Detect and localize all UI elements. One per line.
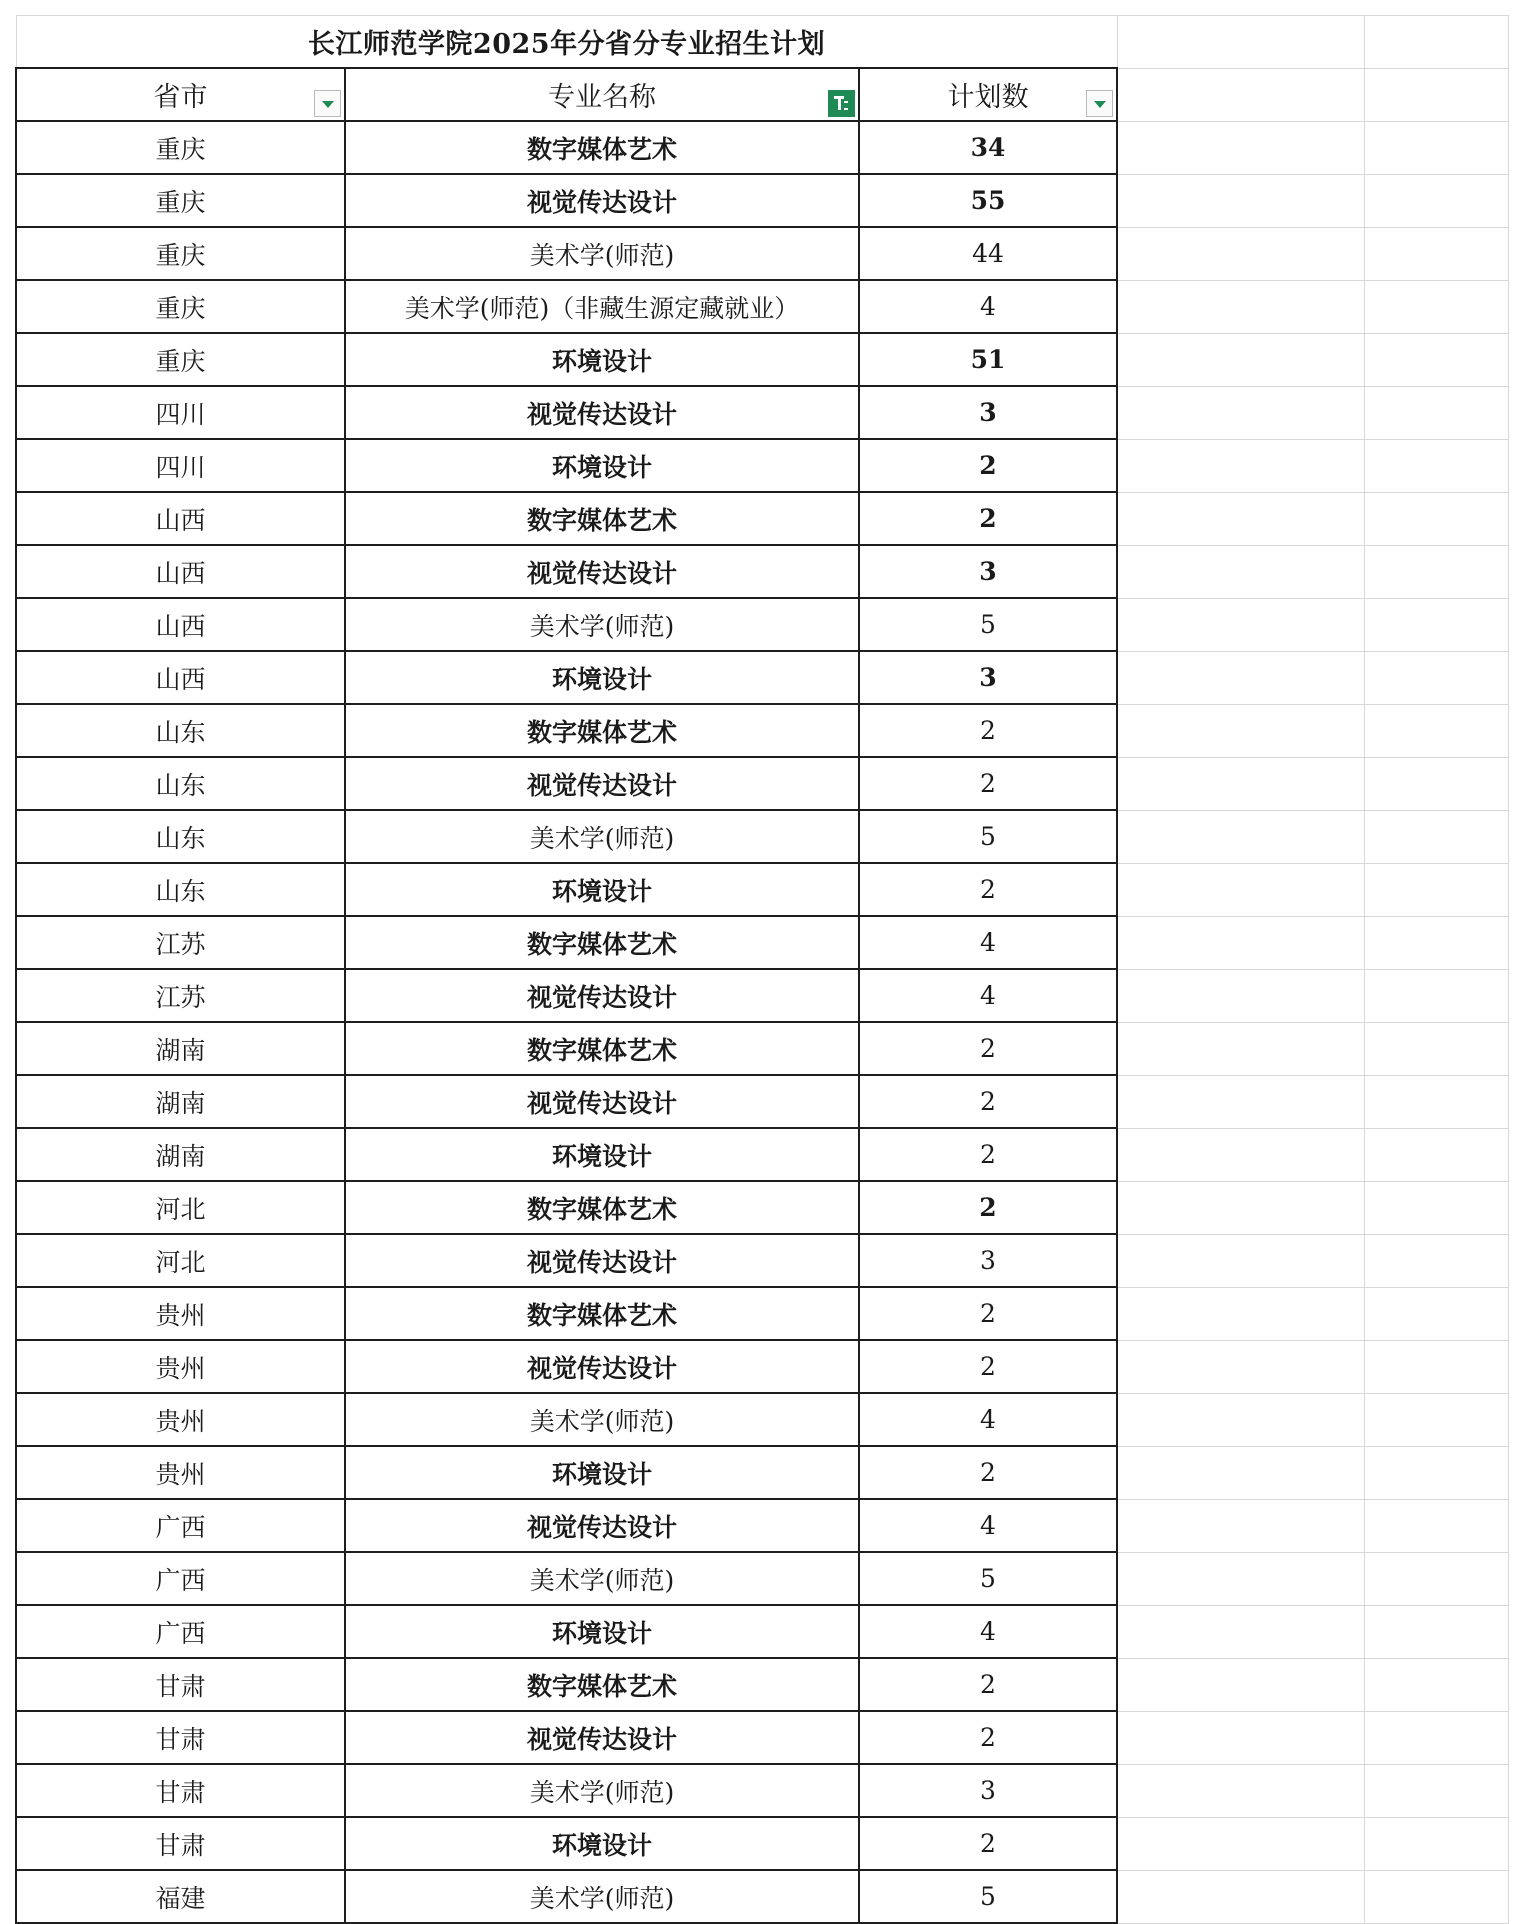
empty-cell[interactable] xyxy=(1365,121,1509,174)
province-cell[interactable]: 贵州 xyxy=(16,1393,345,1446)
filter-active-icon[interactable] xyxy=(828,90,855,117)
count-cell[interactable]: 44 xyxy=(859,227,1117,280)
table-row xyxy=(16,1340,1509,1393)
empty-cell[interactable] xyxy=(1365,1446,1509,1499)
province-cell[interactable]: 贵州 xyxy=(16,1446,345,1499)
province-cell[interactable]: 江苏 xyxy=(16,969,345,1022)
empty-cell[interactable] xyxy=(1365,598,1509,651)
empty-cell[interactable] xyxy=(1117,174,1365,227)
major-cell[interactable]: 美术学(师范) xyxy=(345,1393,859,1446)
empty-cell[interactable] xyxy=(1365,68,1509,121)
province-cell[interactable]: 山东 xyxy=(16,810,345,863)
count-cell[interactable]: 51 xyxy=(859,333,1117,386)
empty-cell[interactable] xyxy=(1117,439,1365,492)
table-row xyxy=(16,492,1509,545)
major-cell[interactable]: 视觉传达设计 xyxy=(345,1711,859,1764)
major-cell[interactable]: 环境设计 xyxy=(345,439,859,492)
empty-cell[interactable] xyxy=(1117,651,1365,704)
count-cell[interactable]: 2 xyxy=(859,704,1117,757)
empty-cell[interactable] xyxy=(1365,1022,1509,1075)
header-major-label: 专业名称 xyxy=(548,82,656,113)
count-cell[interactable]: 4 xyxy=(859,916,1117,969)
province-cell[interactable]: 四川 xyxy=(16,439,345,492)
major-cell[interactable]: 视觉传达设计 xyxy=(345,386,859,439)
filter-dropdown-icon[interactable] xyxy=(1086,90,1113,117)
empty-cell[interactable] xyxy=(1365,439,1509,492)
province-cell[interactable]: 重庆 xyxy=(16,121,345,174)
major-cell[interactable]: 数字媒体艺术 xyxy=(345,1022,859,1075)
empty-cell[interactable] xyxy=(1117,598,1365,651)
empty-cell[interactable] xyxy=(1117,68,1365,121)
province-cell[interactable]: 广西 xyxy=(16,1552,345,1605)
empty-cell[interactable] xyxy=(1117,333,1365,386)
count-cell[interactable]: 2 xyxy=(859,1658,1117,1711)
major-cell[interactable]: 美术学(师范) xyxy=(345,1870,859,1923)
table-row xyxy=(16,1393,1509,1446)
count-cell[interactable]: 3 xyxy=(859,545,1117,598)
empty-cell[interactable] xyxy=(1365,1552,1509,1605)
empty-cell[interactable] xyxy=(1365,16,1509,69)
major-cell[interactable]: 数字媒体艺术 xyxy=(345,121,859,174)
major-cell[interactable]: 美术学(师范) xyxy=(345,810,859,863)
empty-cell[interactable] xyxy=(1117,1128,1365,1181)
table-row xyxy=(16,386,1509,439)
table-row xyxy=(16,121,1509,174)
table-row xyxy=(16,651,1509,704)
empty-cell[interactable] xyxy=(1117,1340,1365,1393)
province-cell[interactable]: 福建 xyxy=(16,1870,345,1923)
province-cell[interactable]: 重庆 xyxy=(16,227,345,280)
empty-cell[interactable] xyxy=(1117,280,1365,333)
province-cell[interactable]: 河北 xyxy=(16,1181,345,1234)
empty-cell[interactable] xyxy=(1117,1711,1365,1764)
table-row xyxy=(16,1870,1509,1923)
empty-cell[interactable] xyxy=(1117,16,1365,69)
major-cell[interactable]: 美术学(师范) xyxy=(345,1552,859,1605)
major-cell[interactable]: 环境设计 xyxy=(345,1446,859,1499)
province-cell[interactable]: 山东 xyxy=(16,757,345,810)
count-cell[interactable]: 2 xyxy=(859,757,1117,810)
count-cell[interactable]: 3 xyxy=(859,386,1117,439)
major-cell[interactable]: 数字媒体艺术 xyxy=(345,492,859,545)
count-cell[interactable]: 2 xyxy=(859,1711,1117,1764)
header-count[interactable] xyxy=(859,68,1117,121)
province-cell[interactable]: 四川 xyxy=(16,386,345,439)
empty-cell[interactable] xyxy=(1365,1287,1509,1340)
empty-cell[interactable] xyxy=(1117,810,1365,863)
province-cell[interactable]: 贵州 xyxy=(16,1287,345,1340)
count-cell[interactable]: 4 xyxy=(859,1605,1117,1658)
empty-cell[interactable] xyxy=(1365,386,1509,439)
empty-cell[interactable] xyxy=(1117,1234,1365,1287)
table-row xyxy=(16,1499,1509,1552)
province-cell[interactable]: 湖南 xyxy=(16,1128,345,1181)
table-row xyxy=(16,1075,1509,1128)
province-cell[interactable]: 重庆 xyxy=(16,333,345,386)
table-row xyxy=(16,174,1509,227)
major-cell[interactable]: 数字媒体艺术 xyxy=(345,916,859,969)
table-row xyxy=(16,1605,1509,1658)
major-cell[interactable]: 视觉传达设计 xyxy=(345,1234,859,1287)
empty-cell[interactable] xyxy=(1117,757,1365,810)
count-cell[interactable]: 4 xyxy=(859,1393,1117,1446)
major-cell[interactable]: 环境设计 xyxy=(345,863,859,916)
count-cell[interactable]: 5 xyxy=(859,1870,1117,1923)
data-table xyxy=(15,15,1509,1924)
major-cell[interactable]: 环境设计 xyxy=(345,333,859,386)
empty-cell[interactable] xyxy=(1365,174,1509,227)
empty-cell[interactable] xyxy=(1117,1499,1365,1552)
header-province-label: 省市 xyxy=(153,82,208,113)
empty-cell[interactable] xyxy=(1117,1870,1365,1923)
table-row xyxy=(16,757,1509,810)
table-row xyxy=(16,545,1509,598)
empty-cell[interactable] xyxy=(1365,333,1509,386)
table-row xyxy=(16,916,1509,969)
empty-cell[interactable] xyxy=(1365,916,1509,969)
title-row xyxy=(16,16,1509,69)
major-cell[interactable]: 数字媒体艺术 xyxy=(345,1658,859,1711)
major-cell[interactable]: 环境设计 xyxy=(345,651,859,704)
count-cell[interactable]: 3 xyxy=(859,651,1117,704)
province-cell[interactable]: 江苏 xyxy=(16,916,345,969)
major-cell[interactable]: 美术学(师范) xyxy=(345,227,859,280)
province-cell[interactable]: 湖南 xyxy=(16,1075,345,1128)
empty-cell[interactable] xyxy=(1117,545,1365,598)
count-cell[interactable]: 2 xyxy=(859,1075,1117,1128)
empty-cell[interactable] xyxy=(1365,810,1509,863)
count-cell[interactable]: 4 xyxy=(859,280,1117,333)
empty-cell[interactable] xyxy=(1365,1340,1509,1393)
header-major[interactable] xyxy=(345,68,859,121)
table-row xyxy=(16,280,1509,333)
table-row xyxy=(16,1711,1509,1764)
empty-cell[interactable] xyxy=(1365,757,1509,810)
count-cell[interactable]: 5 xyxy=(859,810,1117,863)
empty-cell[interactable] xyxy=(1365,492,1509,545)
table-row xyxy=(16,1658,1509,1711)
province-cell[interactable]: 广西 xyxy=(16,1499,345,1552)
province-cell[interactable]: 山西 xyxy=(16,651,345,704)
province-cell[interactable]: 甘肃 xyxy=(16,1711,345,1764)
table-row xyxy=(16,704,1509,757)
empty-cell[interactable] xyxy=(1365,280,1509,333)
major-cell[interactable]: 视觉传达设计 xyxy=(345,757,859,810)
province-cell[interactable]: 重庆 xyxy=(16,174,345,227)
major-cell[interactable]: 视觉传达设计 xyxy=(345,1075,859,1128)
filter-dropdown-icon[interactable] xyxy=(314,90,341,117)
empty-cell[interactable] xyxy=(1365,1764,1509,1817)
empty-cell[interactable] xyxy=(1117,227,1365,280)
major-cell[interactable]: 美术学(师范)（非藏生源定藏就业） xyxy=(345,280,859,333)
province-cell[interactable]: 山西 xyxy=(16,598,345,651)
count-cell[interactable]: 2 xyxy=(859,1128,1117,1181)
major-cell[interactable]: 数字媒体艺术 xyxy=(345,1287,859,1340)
table-row xyxy=(16,1181,1509,1234)
empty-cell[interactable] xyxy=(1365,1658,1509,1711)
table-row xyxy=(16,1128,1509,1181)
province-cell[interactable]: 甘肃 xyxy=(16,1817,345,1870)
empty-cell[interactable] xyxy=(1365,1499,1509,1552)
count-cell[interactable]: 3 xyxy=(859,1764,1117,1817)
empty-cell[interactable] xyxy=(1117,1181,1365,1234)
table-row xyxy=(16,227,1509,280)
major-cell[interactable]: 视觉传达设计 xyxy=(345,174,859,227)
province-cell[interactable]: 山西 xyxy=(16,545,345,598)
count-cell[interactable]: 4 xyxy=(859,1499,1117,1552)
empty-cell[interactable] xyxy=(1117,492,1365,545)
table-row xyxy=(16,863,1509,916)
empty-cell[interactable] xyxy=(1117,1075,1365,1128)
empty-cell[interactable] xyxy=(1117,1393,1365,1446)
empty-cell[interactable] xyxy=(1365,1870,1509,1923)
empty-cell[interactable] xyxy=(1365,227,1509,280)
major-cell[interactable]: 数字媒体艺术 xyxy=(345,704,859,757)
table-row xyxy=(16,1022,1509,1075)
major-cell[interactable]: 视觉传达设计 xyxy=(345,545,859,598)
table-row xyxy=(16,1817,1509,1870)
province-cell[interactable]: 重庆 xyxy=(16,280,345,333)
empty-cell[interactable] xyxy=(1365,545,1509,598)
province-cell[interactable]: 甘肃 xyxy=(16,1764,345,1817)
province-cell[interactable]: 河北 xyxy=(16,1234,345,1287)
province-cell[interactable]: 广西 xyxy=(16,1605,345,1658)
major-cell[interactable]: 美术学(师范) xyxy=(345,598,859,651)
count-cell[interactable]: 5 xyxy=(859,598,1117,651)
major-cell[interactable]: 环境设计 xyxy=(345,1817,859,1870)
province-cell[interactable]: 甘肃 xyxy=(16,1658,345,1711)
count-cell[interactable]: 5 xyxy=(859,1552,1117,1605)
empty-cell[interactable] xyxy=(1117,1287,1365,1340)
count-cell[interactable]: 2 xyxy=(859,1817,1117,1870)
table-row xyxy=(16,1287,1509,1340)
count-cell[interactable]: 3 xyxy=(859,1234,1117,1287)
province-cell[interactable]: 山西 xyxy=(16,492,345,545)
province-cell[interactable]: 湖南 xyxy=(16,1022,345,1075)
table-row xyxy=(16,1446,1509,1499)
count-cell[interactable]: 2 xyxy=(859,863,1117,916)
empty-cell[interactable] xyxy=(1365,1393,1509,1446)
count-cell[interactable]: 2 xyxy=(859,1181,1117,1234)
count-cell[interactable]: 2 xyxy=(859,1340,1117,1393)
header-row xyxy=(16,68,1509,121)
count-cell[interactable]: 2 xyxy=(859,1446,1117,1499)
empty-cell[interactable] xyxy=(1117,1552,1365,1605)
province-cell[interactable]: 山东 xyxy=(16,704,345,757)
empty-cell[interactable] xyxy=(1117,1817,1365,1870)
count-cell[interactable]: 34 xyxy=(859,121,1117,174)
count-cell[interactable]: 4 xyxy=(859,969,1117,1022)
table-row xyxy=(16,333,1509,386)
empty-cell[interactable] xyxy=(1117,1446,1365,1499)
table-row xyxy=(16,439,1509,492)
empty-cell[interactable] xyxy=(1365,1234,1509,1287)
count-cell[interactable]: 2 xyxy=(859,1287,1117,1340)
empty-cell[interactable] xyxy=(1117,1764,1365,1817)
table-row xyxy=(16,1552,1509,1605)
empty-cell[interactable] xyxy=(1365,704,1509,757)
province-cell[interactable]: 山东 xyxy=(16,863,345,916)
count-cell[interactable]: 2 xyxy=(859,439,1117,492)
empty-cell[interactable] xyxy=(1117,1022,1365,1075)
empty-cell[interactable] xyxy=(1365,863,1509,916)
empty-cell[interactable] xyxy=(1117,863,1365,916)
major-cell[interactable]: 视觉传达设计 xyxy=(345,1499,859,1552)
table-row xyxy=(16,1234,1509,1287)
major-cell[interactable]: 环境设计 xyxy=(345,1128,859,1181)
header-count-label: 计划数 xyxy=(947,82,1029,113)
empty-cell[interactable] xyxy=(1117,1605,1365,1658)
table-row xyxy=(16,1764,1509,1817)
empty-cell[interactable] xyxy=(1365,1711,1509,1764)
major-cell[interactable]: 数字媒体艺术 xyxy=(345,1181,859,1234)
empty-cell[interactable] xyxy=(1117,386,1365,439)
empty-cell[interactable] xyxy=(1365,1817,1509,1870)
empty-cell[interactable] xyxy=(1365,1181,1509,1234)
major-cell[interactable]: 视觉传达设计 xyxy=(345,969,859,1022)
table-row xyxy=(16,969,1509,1022)
count-cell[interactable]: 2 xyxy=(859,1022,1117,1075)
empty-cell[interactable] xyxy=(1365,1075,1509,1128)
major-cell[interactable]: 环境设计 xyxy=(345,1605,859,1658)
empty-cell[interactable] xyxy=(1365,1128,1509,1181)
empty-cell[interactable] xyxy=(1117,916,1365,969)
empty-cell[interactable] xyxy=(1365,1605,1509,1658)
table-row xyxy=(16,598,1509,651)
province-cell[interactable]: 贵州 xyxy=(16,1340,345,1393)
empty-cell[interactable] xyxy=(1117,969,1365,1022)
empty-cell[interactable] xyxy=(1117,1658,1365,1711)
empty-cell[interactable] xyxy=(1117,704,1365,757)
header-province[interactable] xyxy=(16,68,345,121)
count-cell[interactable]: 55 xyxy=(859,174,1117,227)
sheet-title[interactable]: 长江师范学院2025年分省分专业招生计划 xyxy=(16,16,1117,69)
major-cell[interactable]: 视觉传达设计 xyxy=(345,1340,859,1393)
major-cell[interactable]: 美术学(师范) xyxy=(345,1764,859,1817)
count-cell[interactable]: 2 xyxy=(859,492,1117,545)
empty-cell[interactable] xyxy=(1117,121,1365,174)
empty-cell[interactable] xyxy=(1365,651,1509,704)
table-row xyxy=(16,810,1509,863)
empty-cell[interactable] xyxy=(1365,969,1509,1022)
